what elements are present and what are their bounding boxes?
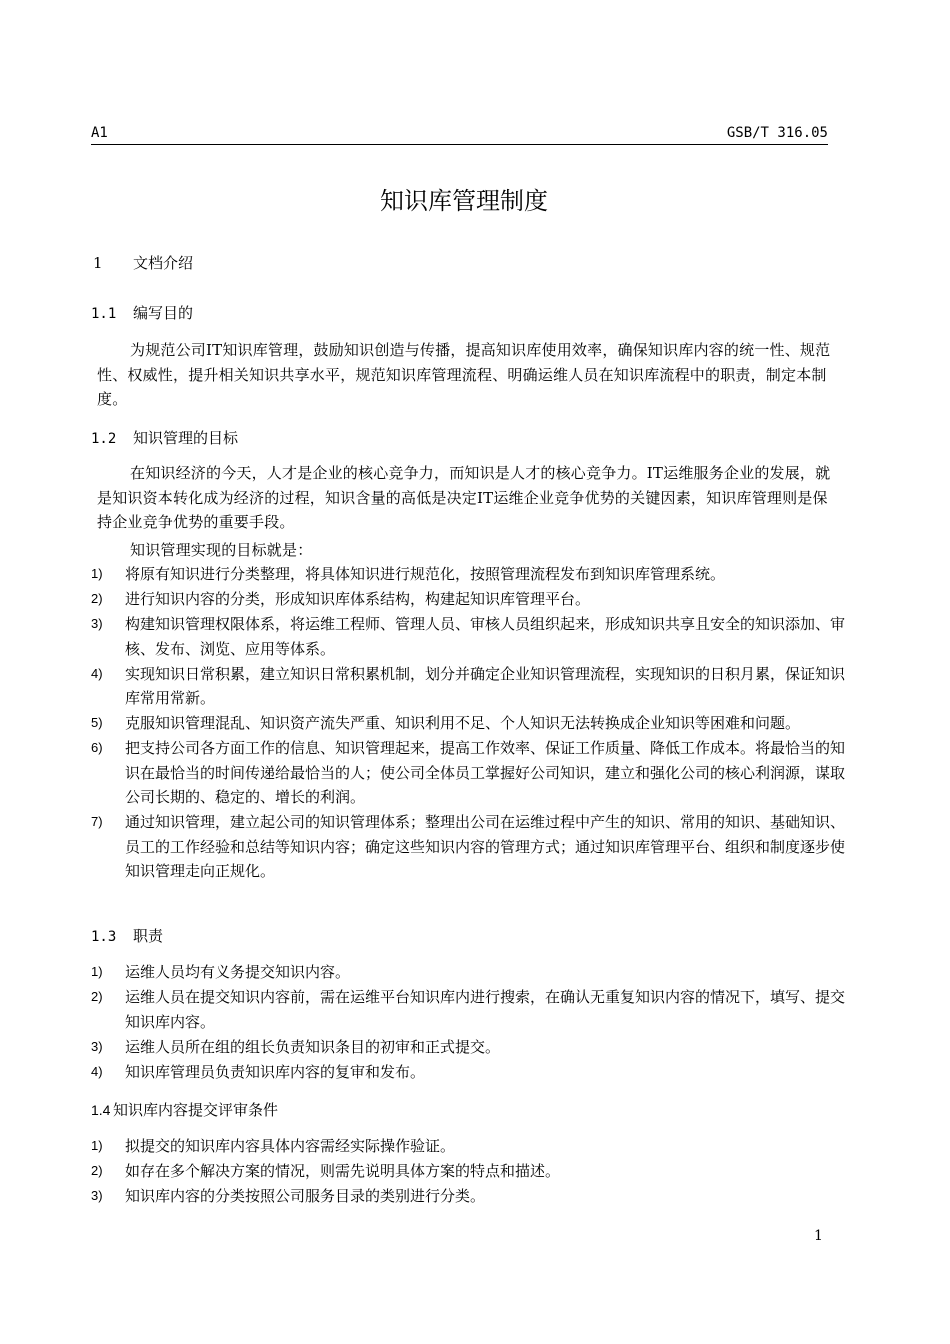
section-title: 职责 xyxy=(133,927,164,945)
document-title: 知识库管理制度 xyxy=(380,187,548,215)
section-1-1-paragraph: 为规范公司IT知识库管理，鼓励知识创造与传播，提高知识库使用效率，确保知识库内容的统一性、规范性、权威性，提升相关知识共享水平，规范知识库管理流程、明确运维人员在知识库流程中的职责，制定本制度。 xyxy=(97,341,831,408)
list-item-text: 进行知识内容的分类，形成知识库体系结构，构建起知识库管理平台。 xyxy=(125,590,591,608)
section-title: 知识管理的目标 xyxy=(133,429,239,447)
list-item xyxy=(91,1035,851,1060)
list-marker: 2) xyxy=(91,989,103,1004)
list-item xyxy=(91,612,851,661)
section-1-3-heading xyxy=(91,926,163,947)
list-item xyxy=(91,587,851,612)
list-item-text: 将原有知识进行分类整理，将具体知识进行规范化，按照管理流程发布到知识库管理系统。 xyxy=(125,565,726,583)
list-item-text: 把支持公司各方面工作的信息、知识管理起来，提高工作效率、保证工作质量、降低工作成本。将最恰当的知识在最恰当的时间传递给最恰当的人；使公司全体员工掌握好公司知识，建立和强化公司的核心利润源，谋取公司长期的、稳定的、增长的利润。 xyxy=(125,739,846,806)
list-item xyxy=(91,985,851,1034)
list-item xyxy=(91,562,851,587)
list-item-text: 构建知识管理权限体系，将运维工程师、管理人员、审核人员组织起来，形成知识共享且安全的知识添加、审核、发布、浏览、应用等体系。 xyxy=(125,615,846,658)
list-item xyxy=(91,960,851,985)
list-item xyxy=(91,810,851,884)
section-number: 1 xyxy=(93,254,103,272)
list-marker: 1) xyxy=(91,566,103,581)
list-item xyxy=(91,1134,851,1159)
list-marker: 4) xyxy=(91,1063,103,1079)
section-number: 1.1 xyxy=(91,306,117,322)
list-item-text: 拟提交的知识库内容具体内容需经实际操作验证。 xyxy=(125,1137,456,1155)
list-item-text: 运维人员均有义务提交知识内容。 xyxy=(125,963,351,981)
responsibilities-list xyxy=(91,960,851,1085)
list-marker: 7) xyxy=(91,814,103,829)
list-marker: 6) xyxy=(91,740,103,755)
section-1-heading xyxy=(93,253,193,273)
header-rule xyxy=(91,144,828,145)
list-item-text: 运维人员所在组的组长负责知识条目的初审和正式提交。 xyxy=(125,1037,501,1056)
list-item-text: 实现知识日常积累，建立知识日常积累机制，划分并确定企业知识管理流程，实现知识的日积月累，保证知识库常用常新。 xyxy=(125,664,846,707)
list-marker: 2) xyxy=(91,1163,103,1178)
list-item-text: 克服知识管理混乱、知识资产流失严重、知识利用不足、个人知识无法转换成企业知识等困难和问题。 xyxy=(125,714,801,732)
list-marker: 1) xyxy=(91,1138,103,1153)
section-1-2-goal-intro: 知识管理实现的目标就是： xyxy=(130,541,313,559)
page-number: 1 xyxy=(814,1228,823,1244)
list-marker: 5) xyxy=(91,715,103,730)
list-item xyxy=(91,711,851,736)
list-item xyxy=(91,1184,851,1209)
list-item-text: 如存在多个解决方案的情况，则需先说明具体方案的特点和描述。 xyxy=(125,1162,561,1180)
list-item xyxy=(91,1060,851,1085)
list-marker: 4) xyxy=(91,665,103,681)
section-1-4-heading xyxy=(91,1100,278,1120)
list-item xyxy=(91,1159,851,1184)
list-marker: 3) xyxy=(91,1038,103,1054)
list-marker: 2) xyxy=(91,591,103,606)
list-item-text: 知识库管理员负责知识库内容的复审和发布。 xyxy=(125,1062,426,1081)
section-1-2-paragraph: 在知识经济的今天，人才是企业的核心竞争力，而知识是人才的核心竞争力。IT运维服务企业的发展，就是知识资本转化成为经济的过程，知识含量的高低是决定IT运维企业竞争优势的关键因素，知识库管理则是保持企业竞争优势的重要手段。 xyxy=(97,464,831,531)
list-item-text: 通过知识管理，建立起公司的知识管理体系；整理出公司在运维过程中产生的知识、常用的知识、基础知识、员工的工作经验和总结等知识内容；确定这些知识内容的管理方式；通过知识库管理平台、组织和制度逐步使知识管理走向正规化。 xyxy=(125,813,846,880)
goals-list xyxy=(91,562,851,884)
section-number: 1.3 xyxy=(91,929,117,945)
section-title: 知识库内容提交评审条件 xyxy=(113,1101,279,1119)
section-title: 文档介绍 xyxy=(133,254,194,272)
review-conditions-list xyxy=(91,1134,851,1209)
list-item xyxy=(91,736,851,810)
header-code-left: A1 xyxy=(91,125,108,141)
section-1-2-heading xyxy=(91,428,238,449)
list-item-text: 运维人员在提交知识内容前，需在运维平台知识库内进行搜索，在确认无重复知识内容的情况下，填写、提交知识库内容。 xyxy=(125,988,846,1031)
list-marker: 3) xyxy=(91,1188,103,1203)
list-marker: 3) xyxy=(91,616,103,631)
header-standard-number: GSB/T 316.05 xyxy=(726,125,828,141)
section-number: 1.2 xyxy=(91,431,117,447)
section-1-1-heading xyxy=(91,303,193,324)
list-item xyxy=(91,662,851,711)
list-marker: 1) xyxy=(91,964,103,979)
section-title: 编写目的 xyxy=(133,304,194,322)
section-number: 1.4 xyxy=(91,1102,111,1118)
list-item-text: 知识库内容的分类按照公司服务目录的类别进行分类。 xyxy=(125,1187,486,1205)
